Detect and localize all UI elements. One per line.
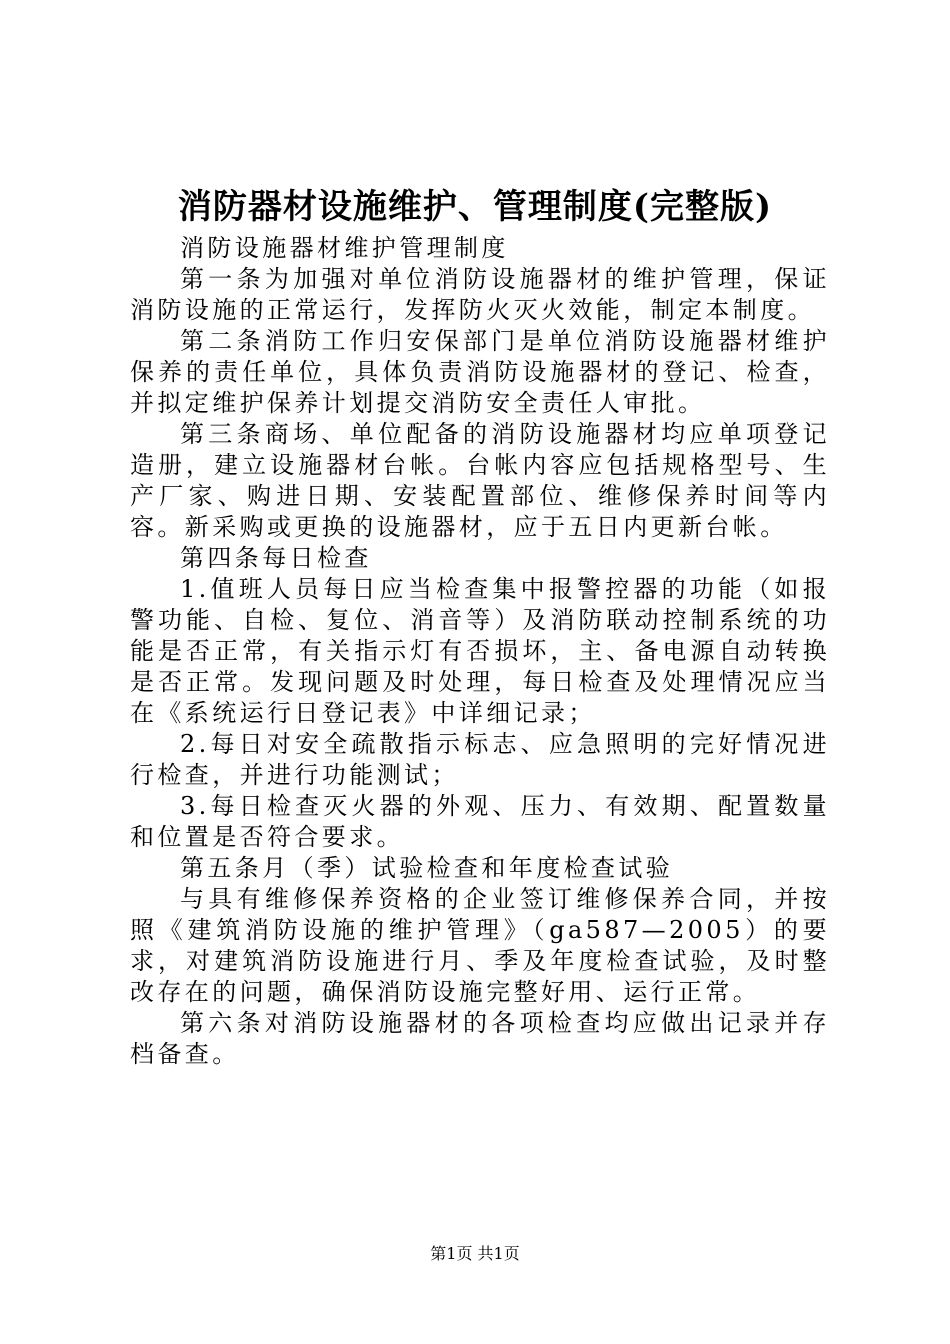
paragraph-article-4-item-2: 2.每日对安全疏散指示标志、应急照明的完好情况进行检查，并进行功能测试；: [130, 730, 830, 789]
page-number-footer: 第1页 共1页: [430, 1244, 520, 1263]
document-body: [130, 233, 830, 1070]
paragraph-article-4-item-1: 1.值班人员每日应当检查集中报警控器的功能（如报警功能、自检、复位、消音等）及消防联动控制系统的功能是否正常，有关指示灯有否损坏，主、备电源自动转换是否正常。发现问题及时处理，每日检查及处理情况应当在《系统运行日登记表》中详细记录；: [130, 575, 830, 727]
paragraph-article-4-heading: 第四条每日检查: [180, 544, 372, 572]
paragraph-article-2: 第二条消防工作归安保部门是单位消防设施器材维护保养的责任单位，具体负责消防设施器材的登记、检查，并拟定维护保养计划提交消防安全责任人审批。: [130, 327, 830, 417]
paragraph-article-6: 第六条对消防设施器材的各项检查均应做出记录并存档备查。: [130, 1009, 830, 1068]
document-title: 消防器材设施维护、管理制度(完整版): [177, 187, 773, 227]
paragraph-article-5-body: 与具有维修保养资格的企业签订维修保养合同，并按照《建筑消防设施的维护管理》（ga587—2005）的要求，对建筑消防设施进行月、季及年度检查试验，及时整改存在的问题，确保消防设施完整好用、运行正常。: [130, 885, 830, 1006]
paragraph-article-5-heading: 第五条月（季）试验检查和年度检查试验: [180, 854, 674, 882]
paragraph-article-4-item-3: 3.每日检查灭火器的外观、压力、有效期、配置数量和位置是否符合要求。: [130, 792, 830, 851]
paragraph-article-3: 第三条商场、单位配备的消防设施器材均应单项登记造册，建立设施器材台帐。台帐内容应包括规格型号、生产厂家、购进日期、安装配置部位、维修保养时间等内容。新采购或更换的设施器材，应于五日内更新台帐。: [130, 420, 830, 541]
paragraph-article-1: 第一条为加强对单位消防设施器材的维护管理，保证消防设施的正常运行，发挥防火灭火效能，制定本制度。: [130, 265, 830, 324]
paragraph-subtitle: 消防设施器材维护管理制度: [180, 234, 509, 262]
